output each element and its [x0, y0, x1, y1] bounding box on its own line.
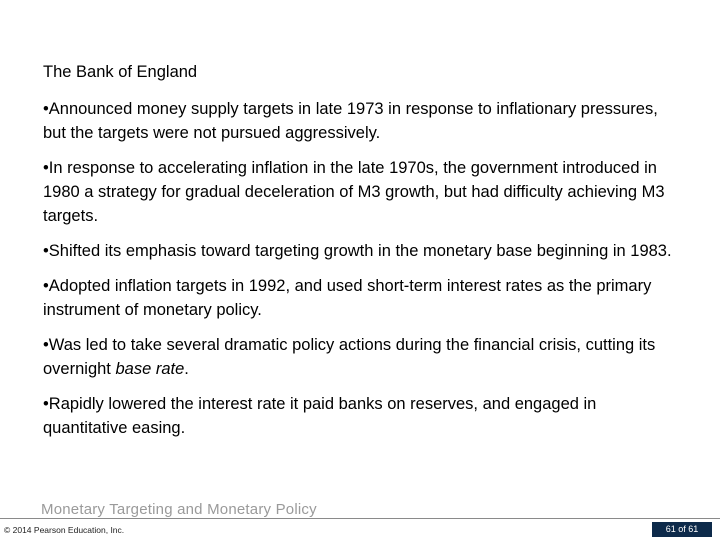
bullet-item: •Shifted its emphasis toward targeting growth in the monetary base beginning in 1983.: [43, 242, 672, 260]
footer-divider: [0, 518, 720, 519]
bullet-emphasis: base rate: [115, 360, 185, 378]
bullet-item: •Adopted inflation targets in 1992, and used short-term interest rates as the primary instrument of monetary policy.: [43, 277, 652, 319]
bullet-text-end: .: [184, 360, 189, 378]
slide-title: The Bank of England: [43, 63, 198, 81]
bullet-item: •Rapidly lowered the interest rate it paid banks on reserves, and engaged in quantitative easing.: [43, 395, 597, 437]
bullet-item: •In response to accelerating inflation in the late 1970s, the government introduced in 1980 a strategy for gradual deceleration of M3 growth, but had difficulty achieving M3 targets.: [43, 159, 665, 225]
copyright-notice: © 2014 Pearson Education, Inc.: [4, 525, 125, 535]
bullet-item: •Announced money supply targets in late 1973 in response to inflationary pressures, but the targets were not pursued aggressively.: [43, 100, 658, 142]
page-number-badge: 61 of 61: [652, 522, 712, 537]
bullet-item: [43, 333, 683, 381]
section-label: Monetary Targeting and Monetary Policy: [41, 501, 317, 518]
bullet-list: [43, 97, 683, 451]
bullet-text: •Was led to take several dramatic policy actions during the financial crisis, cutting its overnight: [43, 336, 656, 378]
